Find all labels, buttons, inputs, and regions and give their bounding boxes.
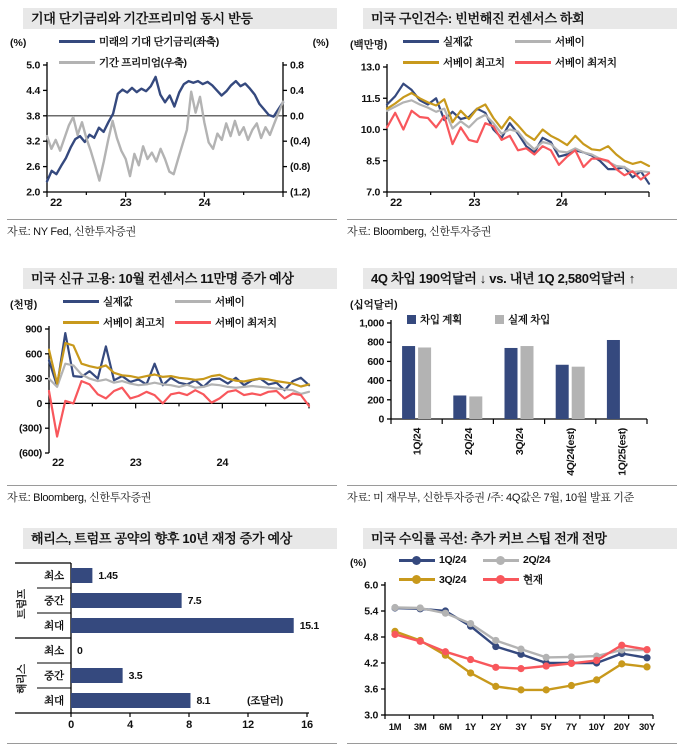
source-note (347, 485, 677, 505)
svg-text:5.4: 5.4 (364, 605, 378, 618)
svg-text:1Q/24: 1Q/24 (411, 428, 424, 456)
panel-fiscal-pledges (7, 528, 337, 750)
svg-text:24: 24 (198, 197, 211, 210)
svg-text:20Y: 20Y (613, 722, 630, 734)
svg-text:(300): (300) (18, 422, 42, 435)
chart-area (7, 37, 337, 217)
chart-legend (403, 34, 617, 76)
source-note (7, 743, 337, 750)
axis-unit: (십억달러) (350, 299, 398, 312)
svg-text:22: 22 (390, 197, 402, 210)
svg-text:900: 900 (25, 323, 42, 336)
svg-text:중간: 중간 (44, 595, 64, 608)
svg-text:최소: 최소 (44, 645, 64, 658)
panel-title: 미국 신규 고용: 10월 컨센서스 11만명 증가 예상 (23, 268, 337, 289)
legend-item (59, 34, 219, 49)
svg-text:23: 23 (468, 197, 481, 210)
svg-text:13.0: 13.0 (360, 61, 380, 74)
svg-text:3M: 3M (413, 722, 427, 734)
legend-swatch-gray (483, 559, 519, 562)
svg-text:3.5: 3.5 (128, 670, 143, 683)
panel-title: 미국 구인건수: 빈번해진 컨센서스 하회 (363, 8, 677, 29)
panel-nonfarm-payrolls (7, 268, 337, 528)
axis-unit: (백만명) (350, 39, 388, 52)
axis-unit-right: (%) (312, 37, 329, 50)
legend-swatch-gray (59, 61, 95, 64)
svg-text:400: 400 (367, 375, 384, 388)
axis-unit-left: (%) (10, 37, 27, 50)
svg-text:8.1: 8.1 (196, 695, 211, 708)
svg-text:0.4: 0.4 (290, 85, 304, 98)
legend-item (399, 554, 483, 566)
svg-text:중간: 중간 (44, 670, 64, 683)
svg-text:800: 800 (367, 336, 384, 349)
legend-label: 3Q/24 (439, 573, 467, 586)
legend-item (483, 572, 543, 587)
panel-job-openings (347, 8, 677, 268)
svg-text:3.2: 3.2 (26, 135, 40, 148)
legend-swatch-red (515, 61, 551, 64)
legend-swatch-navy (63, 300, 99, 303)
legend-item (407, 312, 495, 327)
svg-text:8.5: 8.5 (366, 155, 380, 168)
axis-unit: (%) (350, 557, 367, 570)
legend-swatch-gold (403, 61, 439, 64)
svg-text:(600): (600) (18, 447, 42, 460)
legend-swatch-navy (399, 559, 435, 562)
svg-text:600: 600 (25, 348, 42, 361)
svg-text:2Y: 2Y (490, 722, 502, 734)
svg-text:2.0: 2.0 (26, 186, 40, 199)
legend-item (63, 294, 175, 309)
legend-item (495, 312, 550, 327)
svg-text:4.4: 4.4 (26, 85, 40, 98)
panel-title: 4Q 차입 190억달러 ↓ vs. 내년 1Q 2,580억달러 ↑ (363, 268, 677, 289)
panel-yield-curve (347, 528, 677, 750)
legend-swatch-navy (403, 40, 439, 43)
legend-label: 2Q/24 (523, 554, 551, 567)
chart-legend (399, 554, 550, 593)
svg-text:트럼프: 트럼프 (16, 589, 28, 620)
svg-text:3.8: 3.8 (26, 110, 40, 123)
source-note (347, 743, 677, 750)
legend-item (403, 34, 515, 49)
svg-text:0: 0 (36, 398, 42, 411)
svg-text:15.1: 15.1 (299, 620, 319, 633)
svg-text:3.0: 3.0 (364, 709, 378, 722)
legend-label: 실제값 (443, 36, 473, 49)
svg-text:3Q/24: 3Q/24 (514, 428, 526, 456)
svg-text:최대: 최대 (44, 620, 64, 633)
legend-swatch-gold (63, 321, 99, 324)
svg-text:22: 22 (50, 197, 62, 210)
legend-swatch-red (483, 578, 519, 581)
svg-text:1Y: 1Y (465, 722, 477, 734)
legend-label: 미래의 기대 단기금리(좌축) (99, 36, 219, 49)
svg-text:4: 4 (127, 719, 133, 732)
panel-title: 기대 단기금리와 기간프리미엄 동시 반등 (23, 8, 337, 29)
svg-text:7Y: 7Y (565, 722, 577, 734)
legend-label: 기간 프리미엄(우축) (99, 57, 187, 70)
source-text: 자료: NY Fed, 신한투자증권 (7, 226, 136, 239)
panel-treasury-borrowing (347, 268, 677, 528)
legend-label: 서베이 최저치 (555, 57, 617, 70)
svg-text:최소: 최소 (44, 570, 64, 583)
svg-text:10.0: 10.0 (360, 124, 380, 137)
svg-text:8: 8 (186, 719, 192, 732)
svg-text:3.6: 3.6 (364, 683, 378, 696)
legend-label: 서베이 최저치 (215, 317, 277, 330)
legend-item (515, 34, 585, 49)
svg-text:5.0: 5.0 (26, 59, 40, 72)
svg-text:6.0: 6.0 (364, 579, 378, 592)
legend-swatch-red (175, 321, 211, 324)
svg-text:최대: 최대 (44, 695, 64, 708)
source-text: 자료: Bloomberg, 신한투자증권 (7, 492, 152, 505)
svg-text:11.5: 11.5 (361, 93, 380, 106)
legend-label: 서베이 (555, 36, 585, 49)
chart-legend (59, 34, 219, 76)
svg-text:0: 0 (77, 645, 83, 658)
hbar-chart-fiscal (7, 557, 329, 741)
legend-swatch-gold (399, 578, 435, 581)
svg-text:0: 0 (68, 719, 74, 732)
svg-text:1.45: 1.45 (98, 570, 118, 583)
panel-title: 해리스, 트럼프 공약의 향후 10년 재정 증가 예상 (23, 528, 337, 549)
chart-area (347, 297, 677, 483)
legend-label: 서베이 (215, 296, 245, 309)
svg-text:2.6: 2.6 (26, 161, 40, 174)
legend-label: 실제값 (103, 296, 133, 309)
source-text: 자료: Bloomberg, 신한투자증권 (347, 226, 492, 239)
source-note (7, 219, 337, 239)
svg-text:22: 22 (52, 457, 64, 470)
svg-text:6M: 6M (439, 722, 452, 734)
svg-text:12: 12 (242, 719, 254, 732)
svg-text:7.0: 7.0 (366, 186, 380, 199)
legend-swatch-navy (59, 40, 95, 43)
source-text: 자료: 미 재무부, 신한투자증권 /주: 4Q값은 7월, 10월 발표 기준 (347, 492, 634, 505)
svg-text:5Y: 5Y (540, 722, 552, 734)
legend-swatch-gray (175, 300, 211, 303)
legend-label: 1Q/24 (439, 554, 467, 567)
legend-swatch-navy (407, 315, 416, 324)
svg-text:10Y: 10Y (588, 722, 605, 734)
legend-item (483, 554, 550, 566)
svg-text:1,000: 1,000 (359, 317, 384, 330)
legend-item (515, 55, 617, 70)
svg-text:해리스: 해리스 (16, 664, 28, 695)
legend-item (63, 315, 175, 330)
legend-item (175, 315, 277, 330)
svg-text:1M: 1M (388, 722, 402, 734)
svg-text:4.2: 4.2 (364, 657, 378, 670)
panel-expected-short-rate (7, 8, 337, 268)
legend-label: 서베이 최고치 (443, 57, 505, 70)
svg-text:2Q/24: 2Q/24 (462, 428, 475, 456)
svg-text:(조달러): (조달러) (247, 695, 283, 708)
svg-text:3Y: 3Y (515, 722, 527, 734)
svg-text:0.0: 0.0 (290, 110, 304, 123)
svg-text:1Q/25(est): 1Q/25(est) (616, 428, 629, 477)
svg-text:0.8: 0.8 (290, 59, 304, 72)
svg-text:0: 0 (378, 413, 384, 426)
chart-area (347, 37, 677, 217)
svg-text:24: 24 (216, 457, 229, 470)
svg-text:(1.2): (1.2) (290, 186, 311, 199)
chart-area (347, 554, 677, 741)
source-note (347, 219, 677, 239)
legend-label: 차입 계획 (420, 314, 462, 327)
svg-text:7.5: 7.5 (187, 595, 202, 608)
svg-text:23: 23 (129, 457, 142, 470)
chart-legend (63, 294, 277, 336)
svg-text:600: 600 (367, 356, 384, 369)
legend-label: 실제 차입 (508, 314, 550, 327)
axis-unit: (천명) (10, 299, 38, 312)
svg-text:300: 300 (25, 373, 42, 386)
legend-label: 서베이 최고치 (103, 317, 165, 330)
svg-text:4Q/24(est): 4Q/24(est) (565, 428, 578, 477)
source-note (7, 485, 337, 505)
svg-text:4.8: 4.8 (364, 631, 378, 644)
svg-text:16: 16 (301, 719, 313, 732)
svg-text:200: 200 (367, 394, 384, 407)
legend-label: 현재 (523, 574, 543, 587)
svg-text:23: 23 (119, 197, 132, 210)
legend-swatch-gray (495, 315, 504, 324)
chart-legend (407, 312, 550, 333)
legend-swatch-gray (515, 40, 551, 43)
panel-title: 미국 수익률 곡선: 추가 커브 스팁 전개 전망 (363, 528, 677, 549)
chart-area (7, 297, 337, 483)
svg-text:24: 24 (555, 197, 568, 210)
svg-text:(0.8): (0.8) (290, 161, 311, 174)
legend-item (59, 55, 187, 70)
legend-item (399, 574, 483, 586)
svg-text:30Y: 30Y (638, 722, 656, 734)
chart-area (7, 557, 337, 741)
svg-text:(0.4): (0.4) (290, 135, 311, 148)
legend-item (403, 55, 515, 70)
legend-item (175, 294, 245, 309)
